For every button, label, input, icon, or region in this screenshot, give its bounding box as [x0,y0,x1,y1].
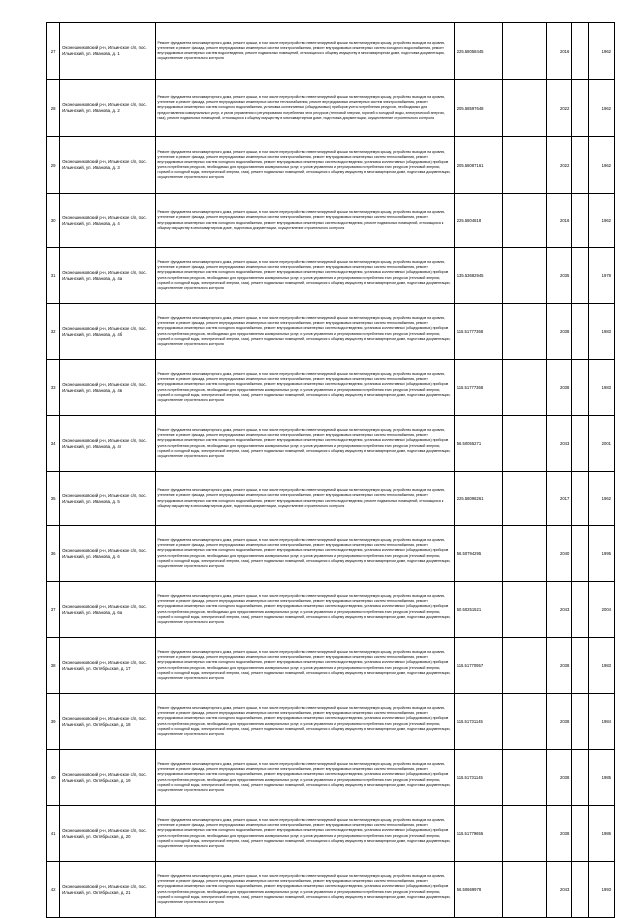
repair-works: Ремонт фундамента многоквартирного дома, ремонт крыши, в том числе переустройство невентилируемой крыши на вентилируемую крышу, устройство выходов на кровлю, утепление и ремонт фасада, ремонт внутридомовых инженерных систем электроснабжения, ремонт внутридомовых инженерных систем теплоснабжения, ремонт внутридомовых инженерных систем холодного водоснабжения, ремонт внутридомовых инженерных систем водоотведения, установка коллективных (общедомовых) приборов учета потребления ресурсов, необходимых для предоставления коммунальных услуг, и узлов управления и регулирования потребления этих ресурсов (тепловой энергии, горячей и холодной воды, электрической энергии, газа), ремонт подвальных помещений, относящихся к общему имуществу в многоквартирном доме, подготовка документации, осуществление строительного контроля [155,248,454,304]
empty-cell [572,304,588,360]
repair-cost: 56.50669978 [454,862,503,918]
table-row [47,360,615,416]
build-year: 2004 [588,582,614,638]
repair-year: 2038 [546,694,571,750]
empty-cell [572,862,588,918]
empty-cell [503,416,547,472]
repair-year: 2038 [546,304,571,360]
repair-works: Ремонт фундамента многоквартирного дома, ремонт крыши, в том числе переустройство невентилируемой крыши на вентилируемую крышу, устройство выходов на кровлю, утепление и ремонт фасада, ремонт внутридомовых инженерных систем электроснабжения, ремонт внутридомовых инженерных систем холодного водоснабжения, ремонт внутридомовых инженерных систем водоотведения, ремонт подвальных помещений, относящихся к общему имуществу в многоквартирном доме, подготовка документации, осуществление строительного контроля [155,23,454,80]
repair-cost: 115.51731145 [454,694,503,750]
build-year: 1962 [588,23,614,80]
table-row [47,694,615,750]
build-year: 1983 [588,638,614,694]
repair-works: Ремонт фундамента многоквартирного дома, ремонт крыши, в том числе переустройство невентилируемой крыши на вентилируемую крышу, устройство выходов на кровлю, утепление и ремонт фасада, ремонт внутридомовых инженерных систем электроснабжения, ремонт внутридомовых инженерных систем теплоснабжения, ремонт внутридомовых инженерных систем холодного водоснабжения, ремонт внутридомовых инженерных систем водоотведения, установка коллективных (общедомовых) приборов учета потребления ресурсов, необходимых для предоставления коммунальных услуг, и узлов управления и регулирования потребления этих ресурсов (тепловой энергии, горячей и холодной воды, электрической энергии, газа), ремонт подвальных помещений, относящихся к общему имуществу в многоквартирном доме, подготовка документации, осуществление строительного контроля [155,862,454,918]
table-row [47,582,615,638]
repair-cost: 56.50055271 [454,416,503,472]
empty-cell [572,194,588,248]
empty-cell [503,694,547,750]
empty-cell [572,137,588,194]
house-address: Оконешниковский р-н, Ильинское с/п, пос. Ильинский, ул. Иванова, д. 5 [60,472,155,526]
build-year: 1993 [588,862,614,918]
empty-cell [572,806,588,862]
empty-cell [503,194,547,248]
repair-year: 2043 [546,416,571,472]
empty-cell [503,526,547,582]
row-number: 31 [47,248,60,304]
house-address: Оконешниковский р-н, Ильинское с/п, пос. Ильинский, ул. Иванова, д. 6а [60,582,155,638]
row-number: 42 [47,862,60,918]
empty-cell [503,80,547,137]
table-row [47,137,615,194]
repair-cost: 115.51777368 [454,360,503,416]
house-address: Оконешниковский р-н, Ильинское с/п, пос. Ильинский, ул. Иванова, д. 4а [60,248,155,304]
row-number: 30 [47,194,60,248]
empty-cell [503,750,547,806]
repair-year: 2040 [546,526,571,582]
house-address: Оконешниковский р-н, Ильинское с/п, пос. Ильинский, ул. Иванова, д. 4б [60,304,155,360]
repair-works: Ремонт фундамента многоквартирного дома, ремонт крыши, в том числе переустройство невентилируемой крыши на вентилируемую крышу, устройство выходов на кровлю, утепление и ремонт фасада, ремонт внутридомовых инженерных систем электроснабжения, ремонт внутридомовых инженерных систем теплоснабжения, ремонт внутридомовых инженерных систем холодного водоснабжения, ремонт внутридомовых инженерных систем водоотведения, установка коллективных (общедомовых) приборов учета потребления ресурсов, необходимых для предоставления коммунальных услуг, и узлов управления и регулирования потребления этих ресурсов (тепловой энергии, горячей и холодной воды, электрической энергии, газа), ремонт подвальных помещений, относящихся к общему имуществу в многоквартирном доме, подготовка документации, осуществление строительного контроля [155,750,454,806]
row-number: 39 [47,694,60,750]
repair-works: Ремонт фундамента многоквартирного дома, ремонт крыши, в том числе переустройство невентилируемой крыши на вентилируемую крышу, устройство выходов на кровлю, утепление и ремонт фасада, ремонт внутридомовых инженерных систем электроснабжения, ремонт внутридомовых инженерных систем теплоснабжения, ремонт внутридомовых инженерных систем холодного водоснабжения, ремонт внутридомовых инженерных систем водоотведения, ремонт подвальных помещений, относящихся к общему имуществу в многоквартирном доме, подготовка документации, осуществление строительного контроля [155,194,454,248]
repair-cost: 115.51770957 [454,638,503,694]
table-row [47,304,615,360]
build-year: 1962 [588,80,614,137]
table-row [47,526,615,582]
row-number: 32 [47,304,60,360]
repair-year: 2038 [546,360,571,416]
repair-works: Ремонт фундамента многоквартирного дома, ремонт крыши, в том числе переустройство невентилируемой крыши на вентилируемую крышу, устройство выходов на кровлю, утепление и ремонт фасада, ремонт внутридомовых инженерных систем теплоснабжения, ремонт внутридомовых инженерных систем электроснабжения, ремонт внутридомовых инженерных систем холодного водоснабжения, установка коллективных (общедомовых) приборов учета потребления ресурсов, необходимых для предоставления коммунальных услуг, и узлов управления и регулирования потребления этих ресурсов (тепловой энергии, горячей и холодной воды, электрической энергии, газа), ремонт подвальных помещений, относящихся к общему имуществу в многоквартирном доме, подготовка документации, осуществление строительного контроля [155,80,454,137]
empty-cell [572,582,588,638]
row-number: 28 [47,80,60,137]
repair-cost: 115.51777368 [454,304,503,360]
repair-works: Ремонт фундамента многоквартирного дома, ремонт крыши, в том числе переустройство невентилируемой крыши на вентилируемую крышу, устройство выходов на кровлю, утепление и ремонт фасада, ремонт внутридомовых инженерных систем электроснабжения, ремонт внутридомовых инженерных систем теплоснабжения, ремонт внутридомовых инженерных систем холодного водоснабжения, ремонт внутридомовых инженерных систем водоотведения, установка коллективных (общедомовых) приборов учета потребления ресурсов, необходимых для предоставления коммунальных услуг, и узлов управления и регулирования потребления этих ресурсов (тепловой энергии, горячей и холодной воды, электрической энергии, газа), ремонт подвальных помещений, относящихся к общему имуществу в многоквартирном доме, подготовка документации, осуществление строительного контроля [155,137,454,194]
empty-cell [503,23,547,80]
empty-cell [572,416,588,472]
house-address: Оконешниковский р-н, Ильинское с/п, пос. Ильинский, ул. Иванова, д. 4 [60,194,155,248]
empty-cell [503,360,547,416]
build-year: 1983 [588,304,614,360]
repair-cost: 225.5804818 [454,194,503,248]
house-address: Оконешниковский р-н, Ильинское с/п, пос. Ильинский, ул. Иванова, д. 4г [60,416,155,472]
table-row [47,23,615,80]
repair-year: 2022 [546,137,571,194]
row-number: 36 [47,526,60,582]
house-address: Оконешниковский р-н, Ильинское с/п, пос. Ильинский, ул. Октябрьская, д. 17 [60,638,155,694]
house-address: Оконешниковский р-н, Ильинское с/п, пос. Ильинский, ул. Октябрьская, д. 18 [60,694,155,750]
table-row [47,806,615,862]
repair-cost: 205.58087161 [454,137,503,194]
repair-works: Ремонт фундамента многоквартирного дома, ремонт крыши, в том числе переустройство невентилируемой крыши на вентилируемую крышу, устройство выходов на кровлю, утепление и ремонт фасада, ремонт внутридомовых инженерных систем электроснабжения, ремонт внутридомовых инженерных систем теплоснабжения, ремонт внутридомовых инженерных систем холодного водоснабжения, ремонт внутридомовых инженерных систем водоотведения, установка коллективных (общедомовых) приборов учета потребления ресурсов, необходимых для предоставления коммунальных услуг, и узлов управления и регулирования потребления этих ресурсов (тепловой энергии, горячей и холодной воды, электрической энергии, газа), ремонт подвальных помещений, относящихся к общему имуществу в многоквартирном доме, подготовка документации, осуществление строительного контроля [155,360,454,416]
repair-cost: 135.53682945 [454,248,503,304]
repair-works: Ремонт фундамента многоквартирного дома, ремонт крыши, в том числе переустройство невентилируемой крыши на вентилируемую крышу, устройство выходов на кровлю, утепление и ремонт фасада, ремонт внутридомовых инженерных систем электроснабжения, ремонт внутридомовых инженерных систем теплоснабжения, ремонт внутридомовых инженерных систем холодного водоснабжения, ремонт внутридомовых инженерных систем водоотведения, установка коллективных (общедомовых) приборов учета потребления ресурсов, необходимых для предоставления коммунальных услуг, и узлов управления и регулирования потребления этих ресурсов (тепловой энергии, горячей и холодной воды, электрической энергии, газа), ремонт подвальных помещений, относящихся к общему имуществу в многоквартирном доме, подготовка документации, осуществление строительного контроля [155,638,454,694]
repair-works: Ремонт фундамента многоквартирного дома, ремонт крыши, в том числе переустройство невентилируемой крыши на вентилируемую крышу, устройство выходов на кровлю, утепление и ремонт фасада, ремонт внутридомовых инженерных систем электроснабжения, ремонт внутридомовых инженерных систем теплоснабжения, ремонт внутридомовых инженерных систем холодного водоснабжения, ремонт внутридомовых инженерных систем водоотведения, ремонт подвальных помещений, относящихся к общему имуществу в многоквартирном доме, подготовка документации, осуществление строительного контроля [155,472,454,526]
repair-cost: 56.50794295 [454,526,503,582]
repair-cost: 50.50251521 [454,582,503,638]
table-row [47,750,615,806]
empty-cell [503,137,547,194]
empty-cell [503,472,547,526]
repair-works: Ремонт фундамента многоквартирного дома, ремонт крыши, в том числе переустройство невентилируемой крыши на вентилируемую крышу, устройство выходов на кровлю, утепление и ремонт фасада, ремонт внутридомовых инженерных систем электроснабжения, ремонт внутридомовых инженерных систем теплоснабжения, ремонт внутридомовых инженерных систем холодного водоснабжения, ремонт внутридомовых инженерных систем водоотведения, установка коллективных (общедомовых) приборов учета потребления ресурсов, необходимых для предоставления коммунальных услуг, и узлов управления и регулирования потребления этих ресурсов (тепловой энергии, горячей и холодной воды, электрической энергии, газа), ремонт подвальных помещений, относящихся к общему имуществу в многоквартирном доме, подготовка документации, осуществление строительного контроля [155,582,454,638]
repair-year: 2043 [546,582,571,638]
build-year: 1978 [588,248,614,304]
repair-year: 2016 [546,194,571,248]
empty-cell [572,23,588,80]
repair-year: 2035 [546,248,571,304]
repair-year: 2043 [546,862,571,918]
house-address: Оконешниковский р-н, Ильинское с/п, пос. Ильинский, ул. Иванова, д. 6 [60,526,155,582]
empty-cell [572,472,588,526]
repair-year: 2038 [546,638,571,694]
empty-cell [572,750,588,806]
repair-cost: 225.58058445 [454,23,503,80]
empty-cell [503,638,547,694]
table-row [47,194,615,248]
build-year: 1986 [588,806,614,862]
build-year: 1962 [588,472,614,526]
empty-cell [572,694,588,750]
repair-cost: 225.58098261 [454,472,503,526]
empty-cell [503,862,547,918]
row-number: 37 [47,582,60,638]
house-address: Оконешниковский р-н, Ильинское с/п, пос. Ильинский, ул. Октябрьская, д. 19 [60,750,155,806]
house-address: Оконешниковский р-н, Ильинское с/п, пос. Ильинский, ул. Октябрьская, д. 21 [60,862,155,918]
row-number: 27 [47,23,60,80]
repair-works: Ремонт фундамента многоквартирного дома, ремонт крыши, в том числе переустройство невентилируемой крыши на вентилируемую крышу, устройство выходов на кровлю, утепление и ремонт фасада, ремонт внутридомовых инженерных систем электроснабжения, ремонт внутридомовых инженерных систем теплоснабжения, ремонт внутридомовых инженерных систем холодного водоснабжения, ремонт внутридомовых инженерных систем водоотведения, установка коллективных (общедомовых) приборов учета потребления ресурсов, необходимых для предоставления коммунальных услуг, и узлов управления и регулирования потребления этих ресурсов (тепловой энергии, горячей и холодной воды, электрической энергии, газа), ремонт подвальных помещений, относящихся к общему имуществу в многоквартирном доме, подготовка документации, осуществление строительного контроля [155,526,454,582]
table-row [47,416,615,472]
row-number: 40 [47,750,60,806]
repair-works: Ремонт фундамента многоквартирного дома, ремонт крыши, в том числе переустройство невентилируемой крыши на вентилируемую крышу, устройство выходов на кровлю, утепление и ремонт фасада, ремонт внутридомовых инженерных систем электроснабжения, ремонт внутридомовых инженерных систем теплоснабжения, ремонт внутридомовых инженерных систем холодного водоснабжения, ремонт внутридомовых инженерных систем водоотведения, установка коллективных (общедомовых) приборов учета потребления ресурсов, необходимых для предоставления коммунальных услуг, и узлов управления и регулирования потребления этих ресурсов (тепловой энергии, горячей и холодной воды, электрической энергии, газа), ремонт подвальных помещений, относящихся к общему имуществу в многоквартирном доме, подготовка документации, осуществление строительного контроля [155,806,454,862]
repair-cost: 115.51731145 [454,750,503,806]
repair-cost: 115.51779655 [454,806,503,862]
repair-year: 2017 [546,472,571,526]
row-number: 33 [47,360,60,416]
house-address: Оконешниковский р-н, Ильинское с/п, пос. Ильинский, ул. Иванова, д. 4в [60,360,155,416]
repair-year: 2016 [546,23,571,80]
repair-works: Ремонт фундамента многоквартирного дома, ремонт крыши, в том числе переустройство невентилируемой крыши на вентилируемую крышу, устройство выходов на кровлю, утепление и ремонт фасада, ремонт внутридомовых инженерных систем электроснабжения, ремонт внутридомовых инженерных систем теплоснабжения, ремонт внутридомовых инженерных систем холодного водоснабжения, ремонт внутридомовых инженерных систем водоотведения, установка коллективных (общедомовых) приборов учета потребления ресурсов, необходимых для предоставления коммунальных услуг, и узлов управления и регулирования потребления этих ресурсов (тепловой энергии, горячей и холодной воды, электрической энергии, газа), ремонт подвальных помещений, относящихся к общему имуществу в многоквартирном доме, подготовка документации, осуществление строительного контроля [155,416,454,472]
build-year: 1983 [588,360,614,416]
repair-year: 2038 [546,806,571,862]
row-number: 34 [47,416,60,472]
row-number: 35 [47,472,60,526]
repair-works: Ремонт фундамента многоквартирного дома, ремонт крыши, в том числе переустройство невентилируемой крыши на вентилируемую крышу, устройство выходов на кровлю, утепление и ремонт фасада, ремонт внутридомовых инженерных систем электроснабжения, ремонт внутридомовых инженерных систем теплоснабжения, ремонт внутридомовых инженерных систем холодного водоснабжения, ремонт внутридомовых инженерных систем водоотведения, установка коллективных (общедомовых) приборов учета потребления ресурсов, необходимых для предоставления коммунальных услуг, и узлов управления и регулирования потребления этих ресурсов (тепловой энергии, горячей и холодной воды, электрической энергии, газа), ремонт подвальных помещений, относящихся к общему имуществу в многоквартирном доме, подготовка документации, осуществление строительного контроля [155,694,454,750]
build-year: 2001 [588,416,614,472]
build-year: 1995 [588,526,614,582]
table-row [47,80,615,137]
house-address: Оконешниковский р-н, Ильинское с/п, пос. Ильинский, ул. Октябрьская, д. 20 [60,806,155,862]
empty-cell [503,248,547,304]
empty-cell [503,806,547,862]
repair-year: 2022 [546,80,571,137]
table-row [47,638,615,694]
row-number: 41 [47,806,60,862]
table-row [47,472,615,526]
repair-year: 2038 [546,750,571,806]
empty-cell [503,582,547,638]
empty-cell [503,304,547,360]
build-year: 1984 [588,694,614,750]
house-address: Оконешниковский р-н, Ильинское с/п, пос. Ильинский, ул. Иванова, д. 3 [60,137,155,194]
empty-cell [572,638,588,694]
empty-cell [572,80,588,137]
empty-cell [572,360,588,416]
row-number: 38 [47,638,60,694]
repair-cost: 205.58597648 [454,80,503,137]
capital-repair-table [46,22,615,918]
build-year: 1962 [588,137,614,194]
build-year: 1962 [588,194,614,248]
build-year: 1985 [588,750,614,806]
table-row [47,248,615,304]
row-number: 29 [47,137,60,194]
empty-cell [572,248,588,304]
table-row [47,862,615,918]
house-address: Оконешниковский р-н, Ильинское с/п, пос. Ильинский, ул. Иванова, д. 2 [60,80,155,137]
table-body [47,23,615,918]
house-address: Оконешниковский р-н, Ильинское с/п, пос. Ильинский, ул. Иванова, д. 1 [60,23,155,80]
empty-cell [572,526,588,582]
repair-works: Ремонт фундамента многоквартирного дома, ремонт крыши, в том числе переустройство невентилируемой крыши на вентилируемую крышу, устройство выходов на кровлю, утепление и ремонт фасада, ремонт внутридомовых инженерных систем электроснабжения, ремонт внутридомовых инженерных систем теплоснабжения, ремонт внутридомовых инженерных систем холодного водоснабжения, ремонт внутридомовых инженерных систем водоотведения, установка коллективных (общедомовых) приборов учета потребления ресурсов, необходимых для предоставления коммунальных услуг, и узлов управления и регулирования потребления этих ресурсов (тепловой энергии, горячей и холодной воды, электрической энергии, газа), ремонт подвальных помещений, относящихся к общему имуществу в многоквартирном доме, подготовка документации, осуществление строительного контроля [155,304,454,360]
